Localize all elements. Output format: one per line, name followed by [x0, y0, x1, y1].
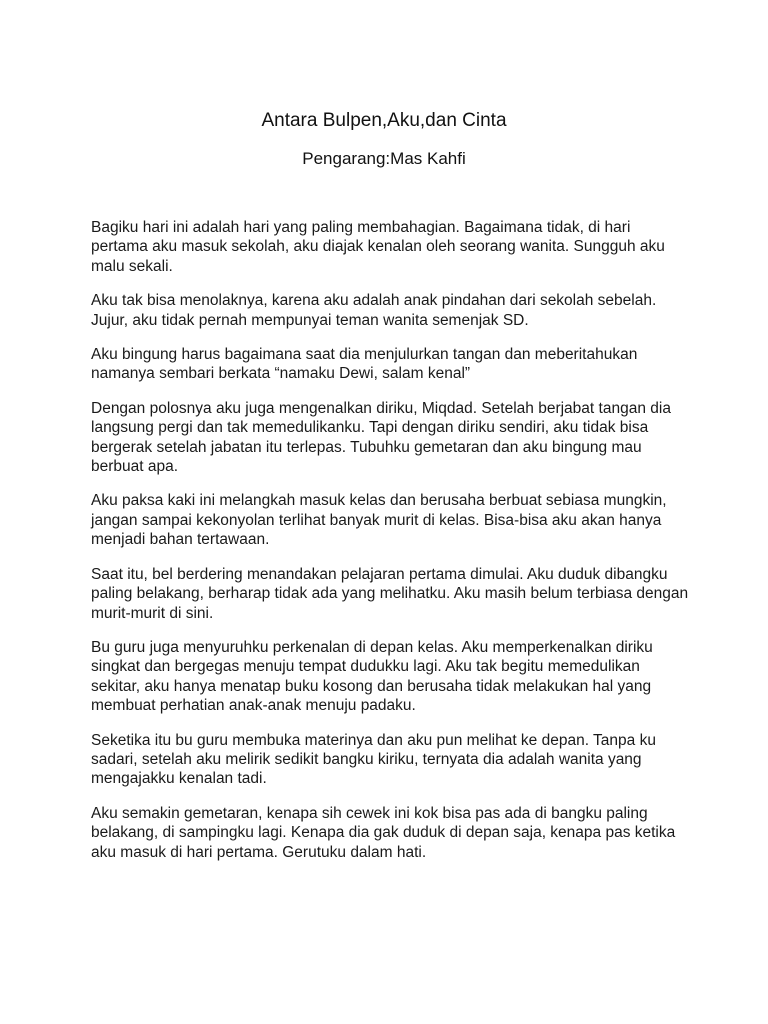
paragraph: Dengan polosnya aku juga mengenalkan diriku, Miqdad. Setelah berjabat tangan dia langsung pergi dan tak memedulikanku. Tapi dengan diriku sendiri, aku tidak bisa bergerak setelah jabatan itu terlepas. Tubuhku gemetaran dan aku bingung mau berbuat apa.	[91, 399, 671, 476]
paragraph: Seketika itu bu guru membuka materinya dan aku pun melihat ke depan. Tanpa ku sadari, setelah aku melirik sedikit bangku kiriku, ternyata dia adalah wanita yang mengajakku kenalan tadi.	[91, 731, 656, 788]
paragraph: Aku bingung harus bagaimana saat dia menjulurkan tangan dan meberitahukan namanya sembari berkata “namaku Dewi, salam kenal”	[91, 346, 638, 383]
paragraph: Bagiku hari ini adalah hari yang paling membahagian. Bagaimana tidak, di hari pertama aku masuk sekolah, aku diajak kenalan oleh seorang wanita. Sungguh aku malu sekali.	[91, 219, 665, 275]
document-body	[91, 218, 691, 877]
paragraph: Aku paksa kaki ini melangkah masuk kelas dan berusaha berbuat sebiasa mungkin, jangan sampai kekonyolan terlihat banyak murit di kelas. Bisa-bisa aku akan hanya menjadi bahan tertawaan.	[91, 492, 667, 549]
paragraph: Aku tak bisa menolaknya, karena aku adalah anak pindahan dari sekolah sebelah. Jujur, aku tidak pernah mempunyai teman wanita semenjak SD.	[91, 292, 657, 329]
paragraph: Bu guru juga menyuruhku perkenalan di depan kelas. Aku memperkenalkan diriku singkat dan bergegas menuju tempat dudukku lagi. Aku tak begitu memedulikan sekitar, aku hanya menatap buku kosong dan berusaha tidak melakukan hal yang membuat perhatian anak-anak menuju padaku.	[91, 638, 653, 715]
document-title: Antara Bulpen,Aku,dan Cinta	[261, 110, 507, 131]
paragraph: Saat itu, bel berdering menandakan pelajaran pertama dimulai. Aku duduk dibangku paling belakang, berharap tidak ada yang melihatku. Aku masih belum terbiasa dengan murit-murit di sini.	[91, 565, 689, 622]
paragraph: Aku semakin gemetaran, kenapa sih cewek ini kok bisa pas ada di bangku paling belakang, di sampingku lagi. Kenapa dia gak duduk di depan saja, kenapa pas ketika aku masuk di hari pertama. Gerutuku dalam hati.	[91, 804, 676, 861]
document-author: Pengarang:Mas Kahfi	[302, 149, 466, 168]
